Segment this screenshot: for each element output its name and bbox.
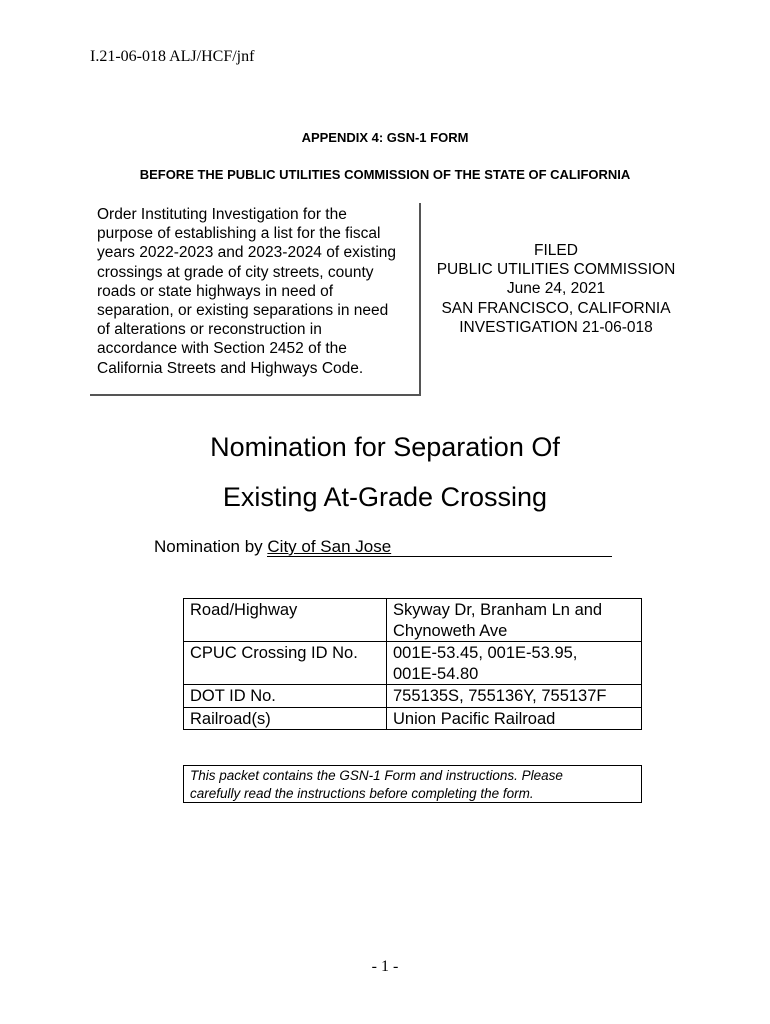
table-cell-label: Railroad(s) [184, 707, 387, 730]
table-cell-line: Chynoweth Ave [393, 621, 508, 640]
instructions-notice [183, 765, 642, 803]
appendix-title: APPENDIX 4: GSN-1 FORM [301, 130, 469, 145]
page-number: - 1 - [371, 958, 399, 975]
filing-stamp-line: INVESTIGATION 21-06-018 [459, 318, 653, 336]
table-cell-label: DOT ID No. [184, 685, 387, 708]
table-cell-value [387, 685, 642, 708]
caption-left-line: years 2022-2023 and 2023-2024 of existing [97, 244, 397, 262]
caption-left-line: Order Instituting Investigation for the [97, 206, 347, 223]
nomination-value-field[interactable] [267, 538, 612, 557]
nomination-value: City of San Jose [267, 537, 392, 556]
notice-line: This packet contains the GSN-1 Form and instructions. Please [190, 768, 563, 783]
table-cell-line: 001E-53.45, 001E-53.95, [393, 644, 578, 662]
nomination-line [154, 537, 612, 557]
caption-left-line: California Streets and Highways Code. [97, 359, 364, 377]
nomination-label: Nomination by [154, 537, 268, 556]
caption-left-line: crossings at grade of city streets, county [97, 263, 374, 281]
table-row [184, 685, 642, 708]
table-row [184, 599, 642, 642]
caption-left-line: separation, or existing separations in need [97, 302, 389, 320]
caption-left-line: of alterations or reconstruction in [97, 321, 322, 339]
table-cell-value [387, 707, 642, 730]
filing-stamp-line: PUBLIC UTILITIES COMMISSION [436, 261, 676, 279]
table-cell-line: 001E-54.80 [393, 664, 479, 683]
table-row [184, 642, 642, 685]
table-cell-label: Road/Highway [184, 599, 387, 642]
table-cell-label: CPUC Crossing ID No. [184, 642, 387, 685]
table-cell-value [387, 642, 642, 685]
caption-left-line: purpose of establishing a list for the fiscal [97, 225, 381, 243]
table-cell-line: Union Pacific Railroad [393, 709, 556, 728]
table-row [184, 707, 642, 730]
commission-heading: BEFORE THE PUBLIC UTILITIES COMMISSION OF THE STATE OF CALIFORNIA [139, 167, 631, 182]
caption-left-line: accordance with Section 2452 of the [97, 340, 347, 358]
filing-stamp-line: FILED [534, 242, 578, 259]
docket-code: I.21-06-018 ALJ/HCF/jnf [90, 48, 255, 65]
caption-left-line: roads or state highways in need of [97, 282, 334, 300]
filing-stamp [422, 241, 690, 337]
notice-line: carefully read the instructions before completing the form. [190, 786, 534, 801]
filing-stamp-line: June 24, 2021 [506, 280, 606, 298]
table-cell-line: 755135S, 755136Y, 755137F [393, 687, 607, 705]
form-title-line-2: Existing At-Grade Crossing [222, 482, 548, 512]
caption-left-box [90, 203, 421, 396]
form-title-line-1: Nomination for Separation Of [210, 432, 560, 462]
table-cell-value [387, 599, 642, 642]
crossing-info-table [183, 598, 642, 730]
filing-stamp-line: SAN FRANCISCO, CALIFORNIA [441, 299, 671, 317]
table-cell-line: Skyway Dr, Branham Ln and [393, 601, 603, 619]
